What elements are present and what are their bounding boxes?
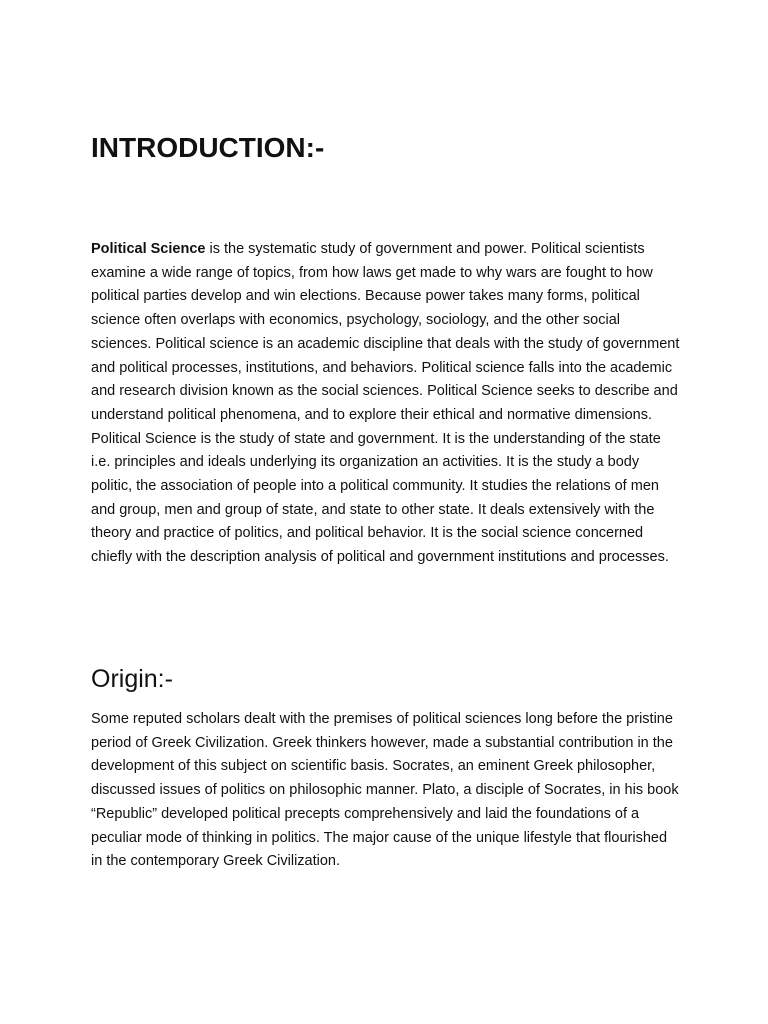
introduction-lead-term: Political Science [91,241,206,257]
origin-heading: Origin:- [91,665,173,693]
introduction-heading: INTRODUCTION:- [91,132,325,163]
introduction-body-text: is the systematic study of government and power. Political scientists examine a wide range of topics, from how laws get made to why wars are fought to how political parties develop and win elections. Because power takes many forms, political science often overlaps with economics, psychology, sociology, and the other social sciences. Political science is an academic discipline that deals with the study of government and political processes, institutions, and behaviors. Political science falls into the academic and research division known as the social sciences. Political Science seeks to describe and understand political phenomena, and to explore their ethical and normative dimensions. Political Science is the study of state and government. It is the understanding of the state i.e. principles and ideals underlying its organization an activities. It is the study a body politic, the association of people into a political community. It studies the relations of men and group, men and group of state, and state to other state. It deals extensively with the theory and practice of politics, and political behavior. It is the social science concerned chiefly with the description analysis of political and government institutions and processes. [91,241,680,566]
introduction-paragraph [91,238,681,570]
origin-paragraph: Some reputed scholars dealt with the premises of political sciences long before the pristine period of Greek Civilization. Greek thinkers however, made a substantial contribution in the development of this subject on scientific basis. Socrates, an eminent Greek philosopher, discussed issues of politics on philosophic manner. Plato, a disciple of Socrates, in his book “Republic” developed political precepts comprehensively and laid the foundations of a peculiar mode of thinking in politics. The major cause of the unique lifestyle that flourished in the contemporary Greek Civilization. [91,711,679,870]
